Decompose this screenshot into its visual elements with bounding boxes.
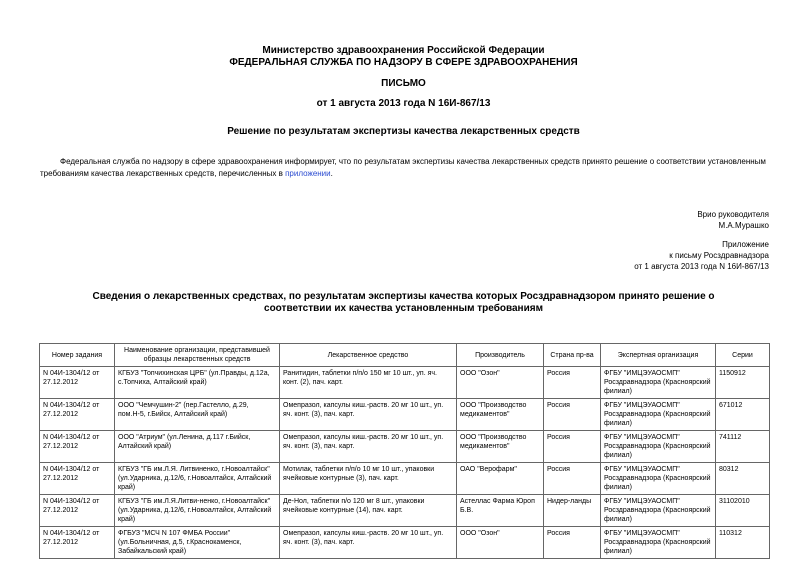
intro-tail: . — [330, 169, 333, 178]
table-cell: КГБУЗ "Топчихинская ЦРБ" (ул.Правды, д.12а, с.Топчиха, Алтайский край) — [115, 367, 280, 399]
document-subject: Решение по результатам экспертизы качества лекарственных средств — [227, 126, 580, 137]
table-cell: Омепразол, капсулы киш.-раств. 20 мг 10 шт., уп. яч. конт. (3), пач. карт. — [280, 431, 457, 463]
table-row — [40, 463, 770, 495]
table-cell: 80312 — [716, 463, 770, 495]
table-cell: 31102010 — [716, 495, 770, 527]
table-cell: Омепразол, капсулы киш.-раств. 20 мг 10 шт., уп. яч. конт. (3), пач. карт. — [280, 399, 457, 431]
column-header: Серии — [716, 344, 770, 367]
table-cell: N 04И-1304/12 от 27.12.2012 — [40, 527, 115, 559]
column-header: Наименование организации, представившей образцы лекарственных средств — [115, 344, 280, 367]
table-cell: N 04И-1304/12 от 27.12.2012 — [40, 367, 115, 399]
table-cell: ООО "Чемчушин-2" (пер.Гастелло, д.29, пом.Н-5, г.Бийск, Алтайский край) — [115, 399, 280, 431]
appendix-block — [634, 239, 769, 272]
table-cell: Де-Нол, таблетки п/о 120 мг 8 шт., упаковки ячейковые контурные (14), пач. карт. — [280, 495, 457, 527]
table-cell: Россия — [544, 431, 601, 463]
table-cell: N 04И-1304/12 от 27.12.2012 — [40, 431, 115, 463]
intro-text: Федеральная служба по надзору в сфере здравоохранения информирует, что по результатам экспертизы качества лекарственных средств принято решение о соответствии установленным требованиям качества лекарственных средств, перечисленных в — [40, 157, 766, 178]
table-cell: ООО "Атриум" (ул.Ленина, д.117 г.Бийск, Алтайский край) — [115, 431, 280, 463]
table-cell: ФГБУЗ "МСЧ N 107 ФМБА России" (ул.Больничная, д.5, г.Краснокаменск, Забайкальский край) — [115, 527, 280, 559]
document-type: ПИСЬМО — [381, 78, 426, 89]
signature-position: Врио руководителя — [697, 210, 769, 219]
table-row — [40, 399, 770, 431]
table-row — [40, 431, 770, 463]
column-header: Производитель — [457, 344, 544, 367]
table-cell: ФГБУ "ИМЦЭУАОСМП" Росздравнадзора (Красноярский филиал) — [601, 527, 716, 559]
appendix-label: Приложение — [722, 240, 769, 249]
table-cell: Россия — [544, 399, 601, 431]
table-cell: Мотилак, таблетки п/п/о 10 мг 10 шт., упаковки ячейковые контурные (3), пач. карт. — [280, 463, 457, 495]
document-date: от 1 августа 2013 года N 16И-867/13 — [316, 98, 491, 109]
table-cell: Омепразол, капсулы киш.-раств. 20 мг 10 шт., уп. яч. конт. (3), пач. карт. — [280, 527, 457, 559]
table-cell: N 04И-1304/12 от 27.12.2012 — [40, 495, 115, 527]
table-cell: N 04И-1304/12 от 27.12.2012 — [40, 399, 115, 431]
table-cell: ФГБУ "ИМЦЭУАОСМП" Росздравнадзора (Красноярский филиал) — [601, 367, 716, 399]
table-cell: Россия — [544, 463, 601, 495]
table-cell: ФГБУ "ИМЦЭУАОСМП" Росздравнадзора (Красноярский филиал) — [601, 463, 716, 495]
table-row — [40, 527, 770, 559]
table-cell: ФГБУ "ИМЦЭУАОСМП" Росздравнадзора (Красноярский филиал) — [601, 431, 716, 463]
intro-paragraph — [40, 156, 775, 180]
table-cell: КГБУЗ "ГБ им.Л.Я.Литви-ненко, г.Новоалтайск" (ул.Ударника, д.12/6, г.Новоалтайск, Алтайский край) — [115, 495, 280, 527]
table-row — [40, 367, 770, 399]
column-header: Страна пр-ва — [544, 344, 601, 367]
table-cell: ООО "Производство медикаментов" — [457, 431, 544, 463]
table-cell: Ранитидин, таблетки п/п/о 150 мг 10 шт., уп. яч. конт. (2), пач. карт. — [280, 367, 457, 399]
table-cell: Астеллас Фарма Юроп Б.В. — [457, 495, 544, 527]
table-cell: ОАО "Верофарм" — [457, 463, 544, 495]
table-cell: ООО "Озон" — [457, 367, 544, 399]
appendix-reference: к письму Росздравнадзора — [669, 251, 769, 260]
appendix-link[interactable]: приложении — [285, 169, 331, 178]
table-cell: КГБУЗ "ГБ им.Л.Я. Литвиненко, г.Новоалтайск" (ул.Ударника, д.12/6, г.Новоалтайск, Алтайский край) — [115, 463, 280, 495]
column-header: Номер задания — [40, 344, 115, 367]
table-cell: Россия — [544, 527, 601, 559]
table-cell: Россия — [544, 367, 601, 399]
column-header: Лекарственное средство — [280, 344, 457, 367]
table-cell: Нидер-ланды — [544, 495, 601, 527]
table-cell: 110312 — [716, 527, 770, 559]
table-header-row — [40, 344, 770, 367]
service-name: ФЕДЕРАЛЬНАЯ СЛУЖБА ПО НАДЗОРУ В СФЕРЕ ЗДРАВООХРАНЕНИЯ — [229, 57, 578, 68]
table-cell: 1150912 — [716, 367, 770, 399]
ministry-name: Министерство здравоохранения Российской Федерации — [262, 45, 545, 56]
table-cell: N 04И-1304/12 от 27.12.2012 — [40, 463, 115, 495]
appendix-date: от 1 августа 2013 года N 16И-867/13 — [634, 262, 769, 271]
column-header: Экспертная организация — [601, 344, 716, 367]
table-cell: ФГБУ "ИМЦЭУАОСМП" Росздравнадзора (Красноярский филиал) — [601, 495, 716, 527]
table-cell: ФГБУ "ИМЦЭУАОСМП" Росздравнадзора (Красноярский филиал) — [601, 399, 716, 431]
table-row — [40, 495, 770, 527]
table-cell: ООО "Производство медикаментов" — [457, 399, 544, 431]
signature-name: М.А.Мурашко — [718, 221, 769, 230]
medicines-table — [39, 343, 770, 559]
table-cell: 741112 — [716, 431, 770, 463]
table-title: Сведения о лекарственных средствах, по результатам экспертизы качества которых Росздравнадзором принято решение о соответствии их качества установленным требованиям — [92, 291, 715, 314]
table-cell: ООО "Озон" — [457, 527, 544, 559]
signature-block — [697, 209, 769, 231]
table-cell: 671012 — [716, 399, 770, 431]
